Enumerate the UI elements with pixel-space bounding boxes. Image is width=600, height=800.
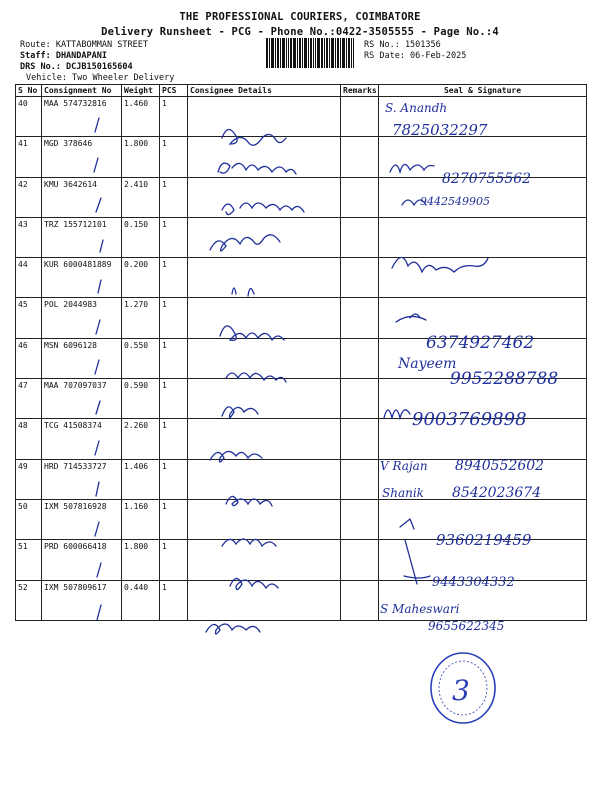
sno-cell: 51 <box>16 540 42 580</box>
column-header-consignee: Consignee Details <box>188 85 341 97</box>
weight-cell: 1.406 <box>122 459 160 499</box>
seal-signature-cell <box>379 137 587 177</box>
consignment-number-cell: IXM 507816928 <box>42 499 122 539</box>
signature-phone: 8542023674 <box>452 485 542 501</box>
signature-name: V Rajan <box>380 459 428 473</box>
remarks-cell <box>341 459 379 499</box>
consignment-number-cell: MGD 378646 <box>42 137 122 177</box>
sno-cell: 47 <box>16 379 42 419</box>
consignee-details-cell <box>188 499 341 539</box>
seal-signature-cell <box>379 499 587 539</box>
column-header-weight: Weight <box>122 85 160 97</box>
consignee-details-cell <box>188 419 341 459</box>
signature-phone: 6374927462 <box>426 333 535 353</box>
remarks-cell <box>341 177 379 217</box>
seal-signature-cell <box>379 580 587 620</box>
column-header-remarks: Remarks <box>341 85 379 97</box>
remarks-cell <box>341 379 379 419</box>
pcs-cell: 1 <box>160 459 188 499</box>
seal-signature-cell <box>379 298 587 338</box>
table-row <box>16 540 587 580</box>
signature-phone: 8940552602 <box>455 458 545 474</box>
remarks-cell <box>341 419 379 459</box>
remarks-cell <box>341 338 379 378</box>
consignment-number-cell: PRD 600066418 <box>42 540 122 580</box>
pcs-cell: 1 <box>160 217 188 257</box>
consignment-number-cell: IXM 507809617 <box>42 580 122 620</box>
rs-number: RS No.: 1501356 <box>364 40 441 50</box>
sheet-title: THE PROFESSIONAL COURIERS, COIMBATORE <box>179 11 421 23</box>
remarks-cell <box>341 499 379 539</box>
consignment-number-cell: HRD 714533727 <box>42 459 122 499</box>
pcs-cell: 1 <box>160 137 188 177</box>
remarks-cell <box>341 97 379 137</box>
route-label: Route: KATTABOMMAN STREET <box>20 40 148 50</box>
weight-cell: 1.160 <box>122 499 160 539</box>
pcs-cell: 1 <box>160 580 188 620</box>
pcs-cell: 1 <box>160 338 188 378</box>
table-row <box>16 459 587 499</box>
weight-cell: 1.460 <box>122 97 160 137</box>
consignee-details-cell <box>188 258 341 298</box>
weight-cell: 1.800 <box>122 540 160 580</box>
drs-number: DRS No.: DCJB150165604 <box>20 62 133 72</box>
table-row <box>16 419 587 459</box>
sno-cell: 41 <box>16 137 42 177</box>
remarks-cell <box>341 217 379 257</box>
signature-phone: 9003769898 <box>412 409 527 430</box>
consignee-details-cell <box>188 97 341 137</box>
seal-signature-cell <box>379 338 587 378</box>
consignment-number-cell: KMU 3642614 <box>42 177 122 217</box>
sno-cell: 44 <box>16 258 42 298</box>
seal-signature-cell <box>379 459 587 499</box>
barcode-image <box>266 38 354 68</box>
consignment-number-cell: TRZ 155712101 <box>42 217 122 257</box>
weight-cell: 2.410 <box>122 177 160 217</box>
remarks-cell <box>341 137 379 177</box>
column-header-pcs: PCS <box>160 85 188 97</box>
table-row <box>16 137 587 177</box>
consignee-details-cell <box>188 338 341 378</box>
table-row <box>16 217 587 257</box>
vehicle-label: Vehicle: Two Wheeler Delivery <box>26 73 175 83</box>
sno-cell: 52 <box>16 580 42 620</box>
seal-signature-cell <box>379 258 587 298</box>
consignment-number-cell: MAA 574732816 <box>42 97 122 137</box>
signature-phone: 9443304332 <box>432 575 515 590</box>
remarks-cell <box>341 580 379 620</box>
seal-signature-cell <box>379 379 587 419</box>
pcs-cell: 1 <box>160 499 188 539</box>
weight-cell: 1.800 <box>122 137 160 177</box>
signature-name: S. Anandh <box>385 101 448 115</box>
consignee-details-cell <box>188 217 341 257</box>
sno-cell: 46 <box>16 338 42 378</box>
column-header-consignment: Consignment No <box>42 85 122 97</box>
table-row <box>16 298 587 338</box>
table-row <box>16 338 587 378</box>
consignment-number-cell: KUR 6000481889 <box>42 258 122 298</box>
stamp-ring <box>439 661 487 715</box>
table-row <box>16 258 587 298</box>
consignment-number-cell: MAA 707097037 <box>42 379 122 419</box>
sno-cell: 45 <box>16 298 42 338</box>
signature-name: Shanik <box>382 486 424 500</box>
pcs-cell: 1 <box>160 258 188 298</box>
sno-cell: 49 <box>16 459 42 499</box>
consignee-details-cell <box>188 298 341 338</box>
weight-cell: 0.200 <box>122 258 160 298</box>
weight-cell: 0.550 <box>122 338 160 378</box>
column-header-signature: Seal & Signature <box>379 85 587 97</box>
signature-phone: 9360219459 <box>436 531 532 549</box>
signature-phone: 9655622345 <box>428 619 505 633</box>
remarks-cell <box>341 258 379 298</box>
stamp-ring <box>431 653 495 723</box>
seal-signature-cell <box>379 177 587 217</box>
pcs-cell: 1 <box>160 419 188 459</box>
signature-phone: 9442549905 <box>420 195 490 208</box>
weight-cell: 2.260 <box>122 419 160 459</box>
weight-cell: 0.440 <box>122 580 160 620</box>
table-row <box>16 97 587 137</box>
seal-signature-cell <box>379 97 587 137</box>
table-header-row <box>16 85 587 97</box>
staff-label: Staff: DHANDAPANI <box>20 51 107 61</box>
pcs-cell: 1 <box>160 379 188 419</box>
pcs-cell: 1 <box>160 177 188 217</box>
consignee-details-cell <box>188 379 341 419</box>
weight-cell: 1.270 <box>122 298 160 338</box>
consignee-details-cell <box>188 137 341 177</box>
signature-name: S Maheswari <box>380 602 460 616</box>
seal-signature-cell <box>379 217 587 257</box>
signature-phone: 9952288788 <box>450 369 559 389</box>
consignment-number-cell: POL 2044983 <box>42 298 122 338</box>
signature-phone: 8270755562 <box>442 171 532 187</box>
consignee-details-cell <box>188 580 341 620</box>
table-row <box>16 177 587 217</box>
pcs-cell: 1 <box>160 298 188 338</box>
seal-signature-cell <box>379 540 587 580</box>
column-header-sno: S No <box>16 85 42 97</box>
sno-cell: 48 <box>16 419 42 459</box>
sno-cell: 42 <box>16 177 42 217</box>
consignee-details-cell <box>188 540 341 580</box>
runsheet-table <box>15 84 587 621</box>
remarks-cell <box>341 540 379 580</box>
consignment-number-cell: MSN 6096128 <box>42 338 122 378</box>
sno-cell: 43 <box>16 217 42 257</box>
weight-cell: 0.150 <box>122 217 160 257</box>
rs-date: RS Date: 06-Feb-2025 <box>364 51 467 61</box>
consignee-details-cell <box>188 177 341 217</box>
sno-cell: 50 <box>16 499 42 539</box>
round-stamp <box>431 653 495 723</box>
table-row <box>16 379 587 419</box>
pcs-cell: 1 <box>160 540 188 580</box>
remarks-cell <box>341 298 379 338</box>
consignee-scribble <box>206 624 260 634</box>
stamp-mark: 3 <box>452 674 470 707</box>
sno-cell: 40 <box>16 97 42 137</box>
signature-name: Nayeem <box>398 356 457 372</box>
seal-signature-cell <box>379 419 587 459</box>
pcs-cell: 1 <box>160 97 188 137</box>
table-row <box>16 580 587 620</box>
signature-phone: 7825032297 <box>392 121 488 139</box>
consignment-number-cell: TCG 41508374 <box>42 419 122 459</box>
consignee-details-cell <box>188 459 341 499</box>
weight-cell: 0.590 <box>122 379 160 419</box>
table-row <box>16 499 587 539</box>
sheet-subtitle: Delivery Runsheet - PCG - Phone No.:0422-3505555 - Page No.:4 <box>101 26 499 38</box>
